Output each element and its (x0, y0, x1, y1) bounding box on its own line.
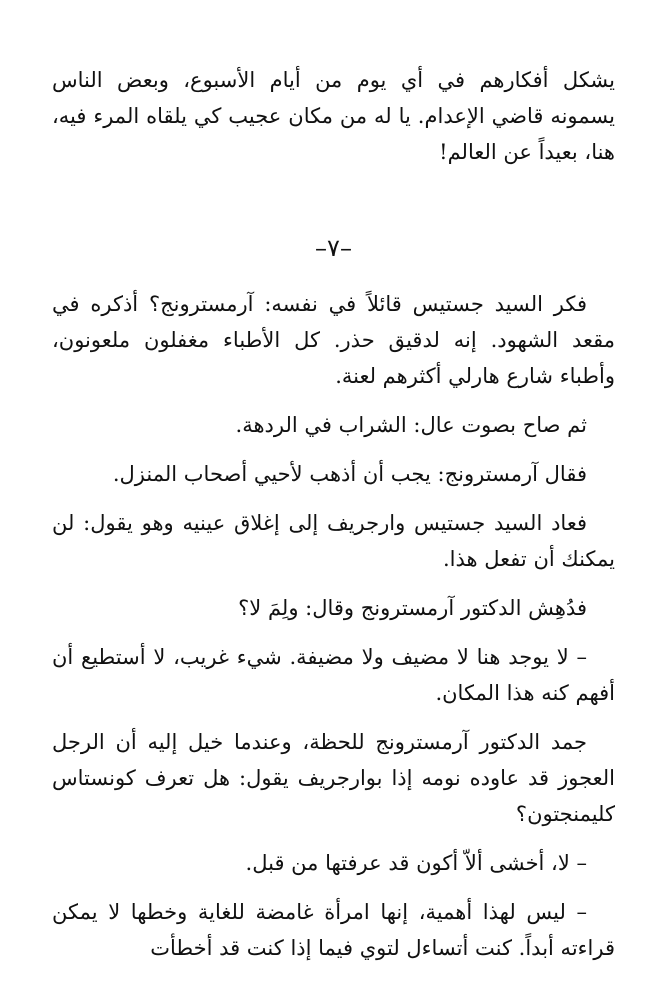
chapter-heading: –٧– (315, 234, 352, 262)
top-paragraph: يشكل أفكارهم في أي يوم من أيام الأسبوع، وبعض الناس يسمونه قاضي الإعدام. يا له من مكان عجيب كي يلقاه المرء فيه، هنا، بعيداً عن العالم! (52, 68, 615, 164)
paragraph-greet-hosts: فقال آرمسترونج: يجب أن أذهب لأحيي أصحاب المنزل. (112, 462, 587, 486)
paragraph-drinks-hall: ثم صاح بصوت عال: الشراب في الردهة. (235, 413, 587, 437)
paragraph-wargrave-reply: فعاد السيد جستيس وارجريف إلى إغلاق عينيه وهو يقول: لن يمكنك أن تفعل هذا. (52, 511, 615, 571)
paragraph-mysterious-woman: – ليس لهذا أهمية، إنها امرأة غامضة للغاية وخطها لا يمكن قراءته أبداً. كنت أتساءل لتوي فيما إذا كنت قد أخطأت (52, 900, 615, 960)
book-page (52, 62, 615, 979)
paragraph-no-host: – لا يوجد هنا لا مضيف ولا مضيفة. شيء غريب، لا أستطيع أن أفهم كنه هذا المكان. (52, 645, 615, 705)
paragraph-constance: جمد الدكتور آرمسترونج للحظة، وعندما خيل إليه أن الرجل العجوز قد عاوده نومه إذا بوارجريف يقول: هل تعرف كونستاس كليمنجتون؟ (52, 730, 615, 826)
paragraph-never-met: – لا، أخشى ألاّ أكون قد عرفتها من قبل. (245, 851, 587, 875)
paragraph-armstrong-thoughts: فكر السيد جستيس قائلاً في نفسه: آرمسترونج؟ أذكره في مقعد الشهود. إنه لدقيق حذر. كل الأطباء مغفلون ملعونون، وأطباء شارع هارلي أكثرهم لعنة. (52, 292, 615, 388)
paragraph-why-not: فدُهِش الدكتور آرمسترونج وقال: ولِمَ لا؟ (238, 596, 587, 620)
